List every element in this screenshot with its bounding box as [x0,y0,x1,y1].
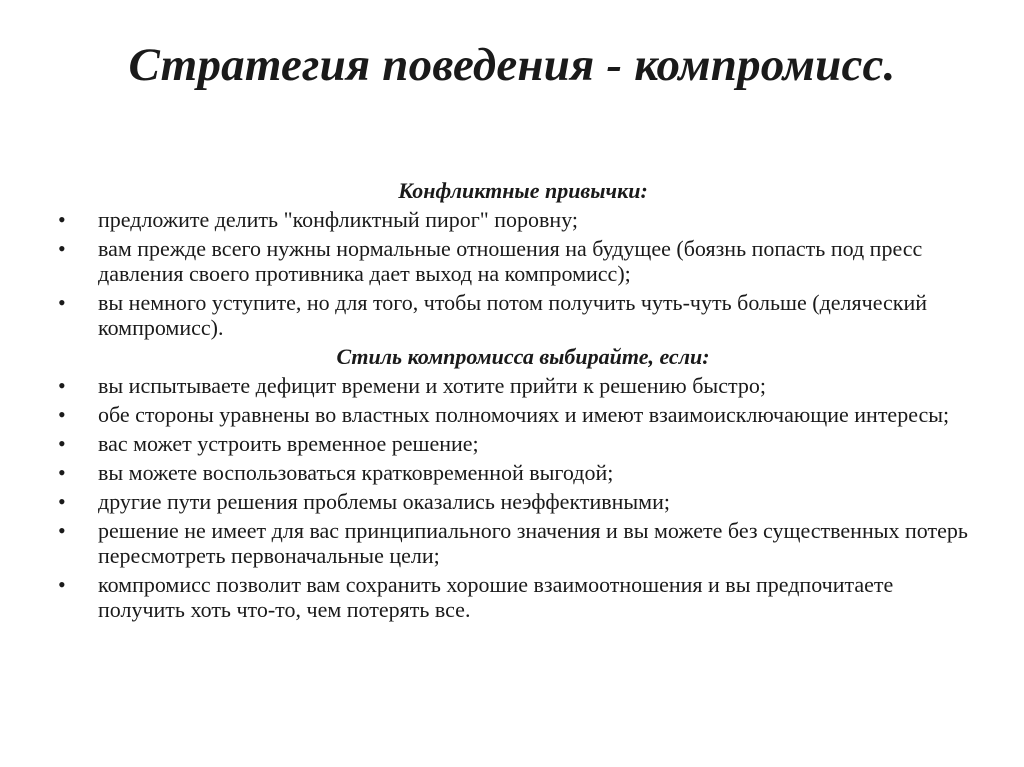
list-item [58,489,968,514]
list-item [58,373,968,398]
list-item [58,207,968,232]
choose-compromise-list [58,373,968,622]
list-item-text: вы можете воспользоваться кратковременной выгодой; [98,460,614,485]
section-heading-conflict-habits: Конфликтные привычки: [398,178,648,203]
section-heading-choose-compromise: Стиль компромисса выбирайте, если: [336,344,710,369]
list-item [58,236,968,286]
slide-title: Стратегия поведения - компромисс. [128,39,896,91]
bullet-icon: • [58,236,66,261]
bullet-icon: • [58,460,66,485]
list-item-text: вас может устроить временное решение; [98,431,479,456]
list-item-text: вам прежде всего нужны нормальные отношения на будущее (боязнь попасть под пресс давления своего противника дает выход на компромисс); [98,236,923,286]
bullet-icon: • [58,489,66,514]
bullet-icon: • [58,373,66,398]
list-item [58,402,968,427]
list-item-text: решение не имеет для вас принципиального значения и вы можете без существенных потерь пересмотреть первоначальные цели; [98,518,968,568]
list-item-text: обе стороны уравнены во властных полномочиях и имеют взаимоисключающие интересы; [98,402,950,427]
list-item [58,290,968,340]
list-item [58,518,968,568]
bullet-icon: • [58,290,66,315]
slide-content [58,178,968,626]
list-item [58,431,968,456]
list-item-text: компромисс позволит вам сохранить хорошие взаимоотношения и вы предпочитаете получить хоть что-то, чем потерять все. [98,572,894,622]
list-item-text: вы немного уступите, но для того, чтобы потом получить чуть-чуть больше (деляческий компромисс). [98,290,928,340]
bullet-icon: • [58,402,66,427]
list-item-text: предложите делить "конфликтный пирог" поровну; [98,207,579,232]
bullet-icon: • [58,572,66,597]
conflict-habits-list [58,207,968,340]
bullet-icon: • [58,431,66,456]
list-item-text: вы испытываете дефицит времени и хотите прийти к решению быстро; [98,373,766,398]
bullet-icon: • [58,518,66,543]
list-item [58,572,968,622]
list-item [58,460,968,485]
bullet-icon: • [58,207,66,232]
list-item-text: другие пути решения проблемы оказались неэффективными; [98,489,670,514]
